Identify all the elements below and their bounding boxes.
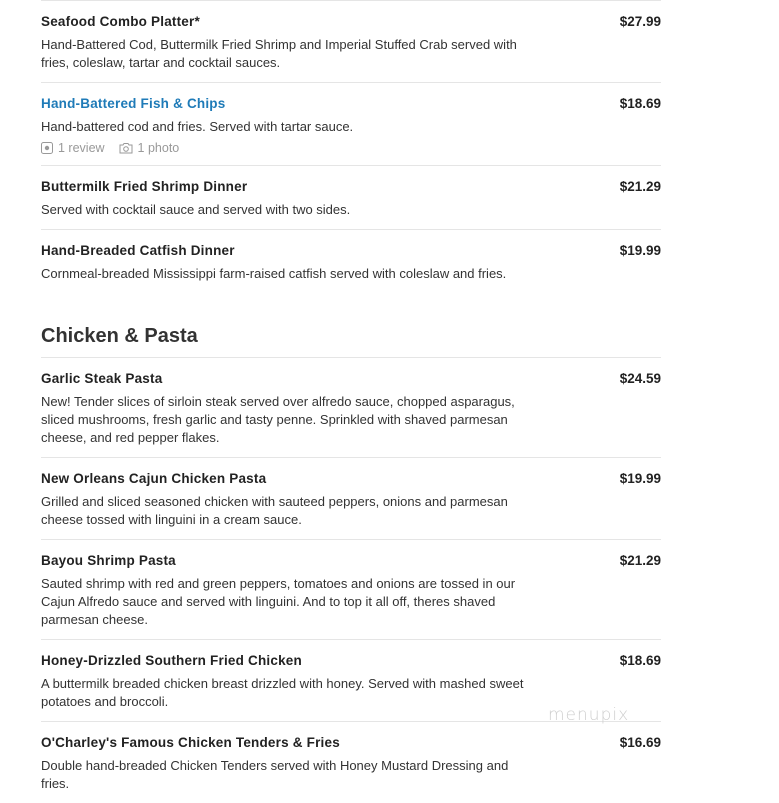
- item-price: $24.59: [619, 371, 661, 386]
- item-name: Garlic Steak Pasta: [41, 371, 163, 386]
- item-description: A buttermilk breaded chicken breast drizzled with honey. Served with mashed sweet potatoes and broccoli.: [41, 676, 524, 709]
- item-name: Bayou Shrimp Pasta: [41, 553, 176, 568]
- item-description: Hand-Battered Cod, Buttermilk Fried Shrimp and Imperial Stuffed Crab served with fries, coleslaw, tartar and cocktail sauces.: [41, 37, 517, 70]
- menu-item: [41, 0, 661, 82]
- item-description: Grilled and sliced seasoned chicken with sauteed peppers, onions and parmesan cheese tossed with linguini in a cream sauce.: [41, 494, 508, 527]
- review-link[interactable]: [41, 141, 105, 155]
- photo-link[interactable]: [119, 141, 180, 155]
- item-price: $19.99: [619, 243, 661, 258]
- item-name: O'Charley's Famous Chicken Tenders & Fries: [41, 735, 340, 750]
- menu-list: [41, 0, 661, 803]
- photo-count: 1 photo: [137, 141, 180, 155]
- item-price: $19.99: [619, 471, 661, 486]
- item-price: $21.29: [619, 179, 661, 194]
- item-price: $18.69: [619, 96, 661, 111]
- item-price: $27.99: [619, 14, 661, 29]
- review-count: 1 review: [58, 141, 105, 155]
- review-icon: [41, 142, 53, 154]
- item-name-link[interactable]: Hand-Battered Fish & Chips: [41, 96, 226, 111]
- item-name: Honey-Drizzled Southern Fried Chicken: [41, 653, 302, 668]
- menu-item: [41, 357, 661, 457]
- menu-item: [41, 539, 661, 639]
- item-price: $16.69: [619, 735, 661, 750]
- menu-item: [41, 229, 661, 293]
- item-description: Hand-battered cod and fries. Served with tartar sauce.: [41, 119, 354, 134]
- item-description: Cornmeal-breaded Mississippi farm-raised catfish served with coleslaw and fries.: [41, 266, 507, 281]
- item-name: Buttermilk Fried Shrimp Dinner: [41, 179, 248, 194]
- item-meta: [41, 141, 661, 155]
- section-title: Chicken & Pasta: [41, 325, 198, 347]
- item-name: New Orleans Cajun Chicken Pasta: [41, 471, 267, 486]
- menu-item: [41, 82, 661, 165]
- menu-item: [41, 457, 661, 539]
- item-price: $21.29: [619, 553, 661, 568]
- item-description: Sauted shrimp with red and green peppers, tomatoes and onions are tossed in our Cajun Alfredo sauce and served with linguini. And to top it all off, theres shaved parmesan cheese.: [41, 576, 516, 627]
- menu-item: [41, 721, 661, 803]
- item-price: $18.69: [619, 653, 661, 668]
- camera-icon: [119, 142, 133, 154]
- item-description: New! Tender slices of sirloin steak served over alfredo sauce, chopped asparagus, sliced mushrooms, fresh garlic and tasty penne. Sprinkled with shaved parmesan cheese, and red pepper flakes.: [41, 394, 515, 445]
- item-description: Double hand-breaded Chicken Tenders served with Honey Mustard Dressing and fries.: [41, 758, 509, 791]
- item-description: Served with cocktail sauce and served with two sides.: [41, 202, 351, 217]
- menu-item: [41, 165, 661, 229]
- item-name: Seafood Combo Platter*: [41, 14, 200, 29]
- menupix-watermark: menupix: [548, 705, 630, 725]
- item-name: Hand-Breaded Catfish Dinner: [41, 243, 235, 258]
